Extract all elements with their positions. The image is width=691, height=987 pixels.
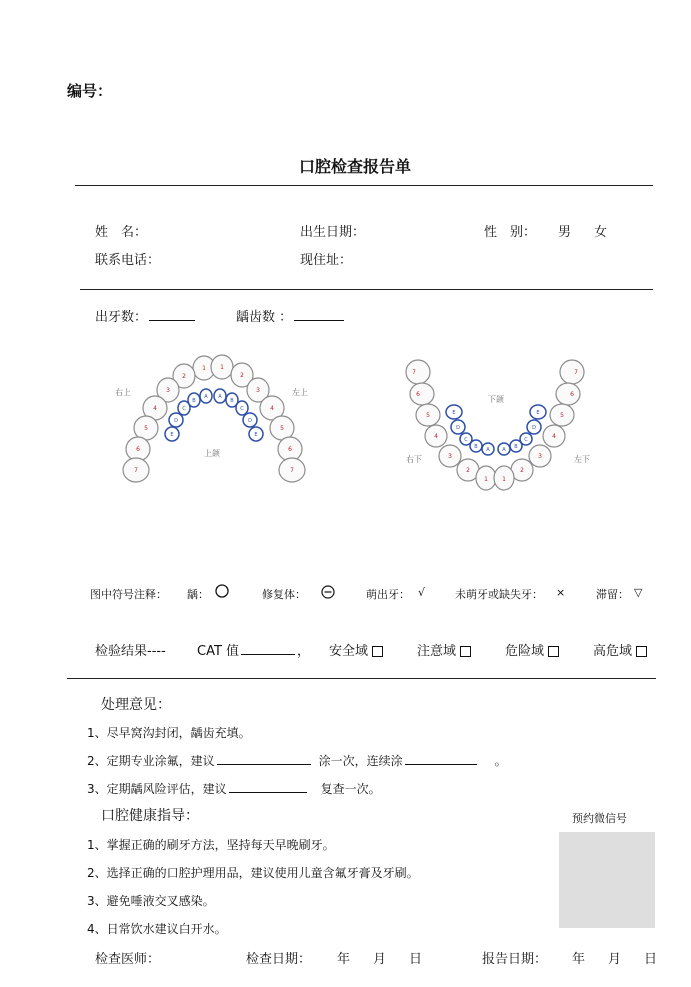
upper-primary-letter: B: [230, 398, 234, 404]
fluoride-duration-blank[interactable]: [405, 752, 477, 765]
lower-primary-letter: C: [524, 437, 528, 443]
exam-date-label: 检查日期：: [246, 952, 312, 967]
upper-tooth-number: 6: [288, 446, 292, 453]
upper-tooth-number: 4: [153, 405, 157, 412]
lower-primary-letter: A: [502, 447, 506, 453]
caution-zone-option[interactable]: [417, 640, 471, 659]
upper-tooth-number: 3: [166, 387, 170, 394]
treatment-item-1: 1、尽早窝沟封闭，龋齿充填。: [87, 726, 251, 740]
lower-tooth-number: 1: [502, 476, 506, 483]
lower-primary-letter: B: [514, 444, 518, 450]
cat-value-label: CAT 值: [197, 644, 240, 659]
upper-tooth-number: 5: [144, 425, 148, 432]
gender-female-option[interactable]: 女: [594, 225, 608, 240]
upper-tooth-number: 7: [134, 467, 138, 474]
erupted-count-field: [95, 306, 197, 325]
upper-right-label: 右上: [115, 388, 131, 397]
risk-zone-label: 危险域: [505, 644, 545, 659]
retained-triangle-icon: ▽: [634, 586, 643, 599]
erupted-count-blank[interactable]: [149, 308, 195, 321]
high-risk-zone-checkbox[interactable]: [636, 646, 647, 657]
lower-tooth: [410, 383, 434, 405]
report-date-label: 报告日期：: [482, 952, 548, 967]
guidance-item-3: 3、避免唾液交叉感染。: [87, 894, 215, 908]
high-risk-zone-option[interactable]: [593, 640, 647, 659]
lower-primary-letter: D: [532, 425, 536, 431]
lower-dental-chart: [400, 352, 600, 497]
guidance-title: 口腔健康指导：: [101, 808, 199, 824]
high-risk-zone-label: 高危域: [593, 644, 633, 659]
fluoride-interval-blank[interactable]: [217, 752, 311, 765]
info-divider: [80, 289, 653, 290]
upper-left-label: 左上: [292, 388, 308, 397]
upper-jaw-label: 上颌: [204, 449, 220, 458]
lower-primary-letter: E: [536, 410, 540, 416]
treatment-title: 处理意见：: [101, 697, 171, 713]
upper-tooth-number: 5: [280, 425, 284, 432]
wechat-qr-placeholder[interactable]: [559, 832, 655, 928]
exam-date-month: 月: [373, 952, 387, 967]
legend-restoration-label: 修复体：: [262, 588, 306, 601]
exam-date-day: 日: [409, 952, 423, 967]
lower-tooth-number: 7: [574, 369, 578, 376]
treatment-item-3-prefix: 3、定期龋风险评估，建议: [87, 782, 227, 796]
lower-tooth-number: 2: [520, 467, 524, 474]
lower-tooth-number: 3: [448, 453, 452, 460]
caries-count-label: 龋齿数 ：: [236, 310, 293, 325]
review-interval-blank[interactable]: [229, 780, 307, 793]
lower-tooth-number: 2: [466, 467, 470, 474]
legend-caries-label: 龋：: [187, 588, 209, 601]
treatment-item-2: [87, 752, 507, 769]
lower-tooth: [406, 360, 430, 384]
lower-left-label: 左下: [574, 455, 590, 464]
caution-zone-checkbox[interactable]: [460, 646, 471, 657]
upper-primary-letter: A: [218, 394, 222, 400]
upper-tooth-number: 6: [136, 446, 140, 453]
upper-primary-letter: B: [192, 398, 196, 404]
exam-date-year: 年: [337, 952, 351, 967]
legend-erupting-label: 萌出牙：: [366, 588, 410, 601]
lower-tooth-number: 6: [570, 391, 574, 398]
upper-primary-letter: C: [182, 406, 186, 412]
lower-tooth-number: 5: [426, 412, 430, 419]
lower-tooth-number: 5: [560, 412, 564, 419]
lower-tooth-number: 1: [484, 476, 488, 483]
caries-count-field: [236, 306, 346, 325]
guidance-item-1: 1、掌握正确的刷牙方法，坚持每天早晚刷牙。: [87, 838, 335, 852]
report-date-year: 年: [572, 952, 586, 967]
upper-primary-letter: C: [240, 406, 244, 412]
serial-label: 编号：: [67, 82, 113, 100]
result-label: 检验结果----: [95, 644, 166, 659]
lower-tooth-number: 6: [416, 391, 420, 398]
upper-tooth-number: 1: [202, 365, 206, 372]
gender-label: 性 别：: [484, 225, 537, 240]
risk-zone-checkbox[interactable]: [548, 646, 559, 657]
upper-tooth-number: 2: [240, 372, 244, 379]
doctor-label: 检查医师：: [95, 952, 161, 967]
lower-primary-letter: C: [464, 437, 468, 443]
caries-count-blank[interactable]: [294, 308, 344, 321]
lower-right-label: 右下: [406, 455, 422, 464]
cat-comma: ，: [297, 644, 311, 659]
upper-primary-letter: A: [204, 394, 208, 400]
report-date-month: 月: [608, 952, 622, 967]
lower-tooth: [556, 383, 580, 405]
erupted-count-label: 出牙数：: [95, 310, 148, 325]
safe-zone-option[interactable]: [329, 640, 383, 659]
caution-zone-label: 注意域: [417, 644, 457, 659]
treatment-item-2-prefix: 2、定期专业涂氟，建议: [87, 754, 215, 768]
lower-tooth-number: 3: [538, 453, 542, 460]
upper-primary-letter: D: [248, 418, 252, 424]
lower-primary-letter: A: [486, 447, 490, 453]
guidance-item-2: 2、选择正确的口腔护理用品，建议使用儿童含氟牙膏及牙刷。: [87, 866, 419, 880]
safe-zone-checkbox[interactable]: [372, 646, 383, 657]
title-divider: [75, 185, 653, 186]
lower-primary-letter: B: [474, 444, 478, 450]
lower-primary-letter: D: [456, 425, 460, 431]
upper-dental-chart: [110, 350, 330, 490]
result-divider: [67, 678, 656, 679]
lower-primary-letter: E: [452, 410, 456, 416]
lower-tooth-number: 4: [552, 433, 556, 440]
treatment-item-3: [87, 780, 381, 797]
caries-circle-icon: [214, 583, 230, 599]
lower-tooth-number: 4: [434, 433, 438, 440]
legend-prefix: 图中符号注释：: [90, 588, 167, 601]
cat-value-blank[interactable]: [241, 642, 295, 655]
gender-male-option[interactable]: 男: [558, 225, 572, 240]
lower-tooth: [560, 360, 584, 384]
lower-tooth-number: 7: [412, 369, 416, 376]
upper-primary-letter: D: [174, 418, 178, 424]
wechat-label: 预约微信号: [572, 812, 627, 825]
upper-tooth-number: 4: [270, 405, 274, 412]
treatment-item-2-middle: 涂一次，连续涂: [318, 754, 403, 768]
safe-zone-label: 安全域: [329, 644, 369, 659]
treatment-item-2-end: 。: [494, 754, 507, 768]
page-title: 口腔检查报告单: [299, 157, 412, 176]
upper-tooth-number: 7: [290, 467, 294, 474]
upper-primary-letter: E: [254, 432, 258, 438]
report-date-day: 日: [644, 952, 658, 967]
restoration-circle-minus-icon: [320, 584, 336, 600]
legend-missing-label: 未萌牙或缺失牙：: [455, 588, 543, 601]
phone-label: 联系电话：: [95, 253, 161, 268]
risk-zone-option[interactable]: [505, 640, 559, 659]
upper-primary-letter: E: [170, 432, 174, 438]
address-label: 现住址：: [300, 253, 353, 268]
legend-retained-label: 滞留：: [596, 588, 629, 601]
missing-cross-icon: ×: [556, 586, 566, 599]
birth-date-label: 出生日期：: [300, 225, 366, 240]
lower-jaw-label: 下颌: [488, 395, 504, 404]
erupting-check-icon: √: [418, 586, 426, 599]
cat-value-field: [197, 640, 310, 659]
treatment-item-3-end: 复查一次。: [320, 782, 381, 796]
upper-tooth-number: 3: [256, 387, 260, 394]
guidance-item-4: 4、日常饮水建议白开水。: [87, 922, 227, 936]
name-label: 姓 名：: [95, 225, 148, 240]
upper-tooth-number: 1: [220, 364, 224, 371]
upper-tooth-number: 2: [182, 373, 186, 380]
